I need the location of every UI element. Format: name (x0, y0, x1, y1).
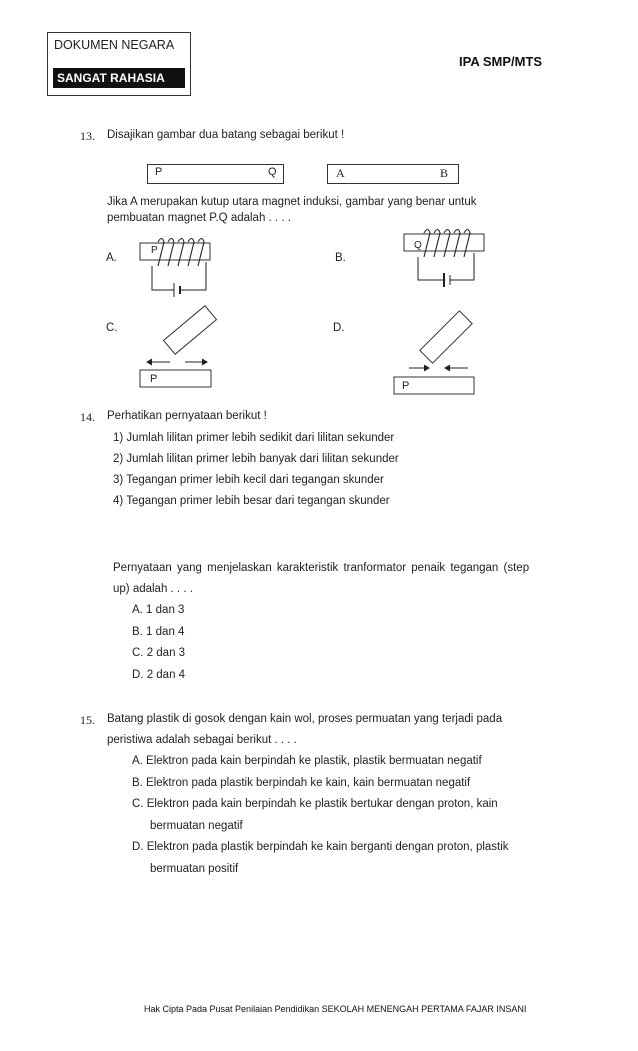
q13-bar-ab-right: B (440, 166, 449, 180)
q14-statement: 3) Tegangan primer lebih kecil dari tegangan skunder (113, 474, 384, 486)
q13-option-b-bar-label: Q (414, 240, 422, 251)
q13-option-a-bar-label: P (151, 245, 158, 256)
q14-option-a[interactable]: A. 1 dan 3 (132, 604, 185, 616)
q13-number: 13. (80, 129, 95, 143)
q13-option-c-bar-label: P (150, 373, 158, 385)
q13-prompt: Disajikan gambar dua batang sebagai berikut ! (107, 129, 345, 141)
q15-prompt-2: peristiwa adalah sebagai berikut . . . . (107, 734, 297, 746)
q14-option-d[interactable]: D. 2 dan 4 (132, 669, 186, 681)
q14-option-b[interactable]: B. 1 dan 4 (132, 626, 185, 638)
q15-option-c[interactable]: C. Elektron pada kain berpindah ke plastik bertukar dengan proton, kain (132, 798, 498, 810)
q14-option-c[interactable]: C. 2 dan 3 (132, 647, 186, 659)
q13-option-a-letter[interactable]: A. (106, 252, 117, 264)
q13-option-b-letter[interactable]: B. (335, 252, 346, 264)
q15-option-d-cont: bermuatan positif (150, 863, 239, 875)
q14-number: 14. (80, 410, 95, 424)
subject-label: IPA SMP/MTS (459, 54, 543, 69)
q15-prompt-1: Batang plastik di gosok dengan kain wol, proses permuatan yang terjadi pada (107, 713, 503, 725)
q13-stem-1: Jika A merupakan kutup utara magnet induksi, gambar yang benar untuk (107, 196, 477, 208)
q14-question-1: Pernyataan yang menjelaskan karakteristik tranformator penaik tegangan (step (113, 562, 530, 574)
q15-option-c-cont: bermuatan negatif (150, 820, 243, 832)
q14-statement: 1) Jumlah lilitan primer lebih sedikit dari lilitan sekunder (113, 432, 395, 444)
secret-label: SANGAT RAHASIA (53, 68, 185, 88)
option-d-magnet (420, 311, 472, 363)
q14-prompt: Perhatikan pernyataan berikut ! (107, 410, 267, 422)
q15-option-b[interactable]: B. Elektron pada plastik berpindah ke kain, kain bermuatan negatif (132, 777, 471, 789)
q15-option-a[interactable]: A. Elektron pada kain berpindah ke plastik, plastik bermuatan negatif (132, 755, 482, 767)
q13-bar-pq-right: Q (268, 166, 277, 178)
q13-bar-pq-left: P (155, 166, 163, 178)
footer-copyright: Hak Cipta Pada Pusat Penilaian Pendidikan SEKOLAH MENENGAH PERTAMA FAJAR INSANI (144, 1004, 527, 1014)
q14-question-2: up) adalah . . . . (113, 583, 193, 595)
q13-bar-ab-left: A (336, 166, 345, 180)
q13-option-d-letter[interactable]: D. (333, 322, 345, 334)
q13-stem-2: pembuatan magnet P.Q adalah . . . . (107, 212, 291, 224)
q13-option-d-bar-label: P (402, 380, 410, 392)
q14-statement: 4) Tegangan primer lebih besar dari tegangan skunder (113, 495, 390, 507)
q15-number: 15. (80, 713, 95, 727)
q14-statement: 2) Jumlah lilitan primer lebih banyak dari lilitan sekunder (113, 453, 399, 465)
q15-option-d[interactable]: D. Elektron pada plastik berpindah ke kain berganti dengan proton, plastik (132, 841, 509, 853)
q13-option-c-letter[interactable]: C. (106, 322, 118, 334)
option-d-arrows (409, 365, 468, 371)
doc-label: DOKUMEN NEGARA (54, 38, 175, 52)
